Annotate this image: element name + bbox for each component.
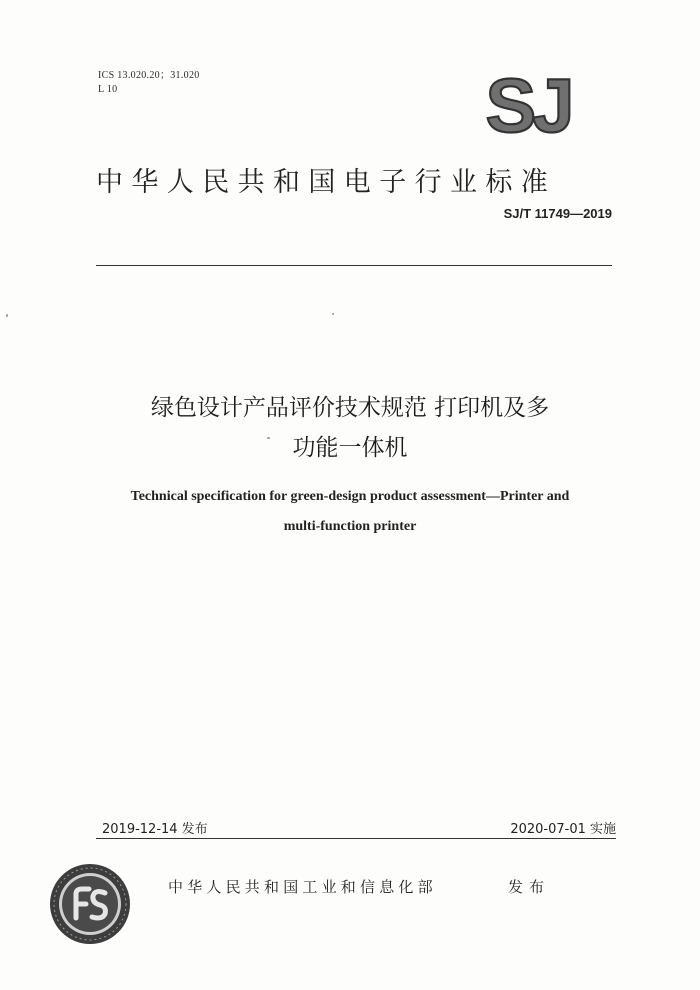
english-title-line-2: multi-function printer	[283, 519, 417, 534]
sj-logo	[478, 70, 578, 138]
classification-codes	[98, 69, 200, 97]
publish-label: 发布	[508, 878, 551, 896]
implementation-date: 2020-07-01 实施	[510, 822, 616, 837]
bottom-divider	[96, 838, 616, 839]
standard-number: SJ/T 11749—2019	[503, 206, 612, 221]
publisher-name: 中华人民共和国工业和信息化部	[168, 878, 437, 896]
ics-code: ICS 13.020.20；31.020	[98, 70, 200, 81]
chinese-title-line-2: 功能一体机	[292, 435, 408, 461]
publisher-seal-icon	[48, 862, 132, 946]
sj-logo-text: SJ	[485, 70, 571, 138]
scan-speck	[6, 314, 8, 317]
chinese-title	[80, 388, 620, 468]
english-title-line-1: Technical specification for green-design product assessment—Printer and	[130, 489, 570, 504]
scan-speck	[267, 437, 270, 439]
issue-date: 2019-12-14 发布	[102, 822, 208, 837]
ccs-code: L 10	[98, 84, 118, 95]
top-divider	[96, 265, 612, 266]
standard-category-title: 中华人民共和国电子行业标准	[96, 167, 557, 198]
english-title	[60, 482, 640, 542]
chinese-title-line-1: 绿色设计产品评价技术规范 打印机及多	[150, 395, 550, 421]
scan-speck	[332, 313, 334, 315]
